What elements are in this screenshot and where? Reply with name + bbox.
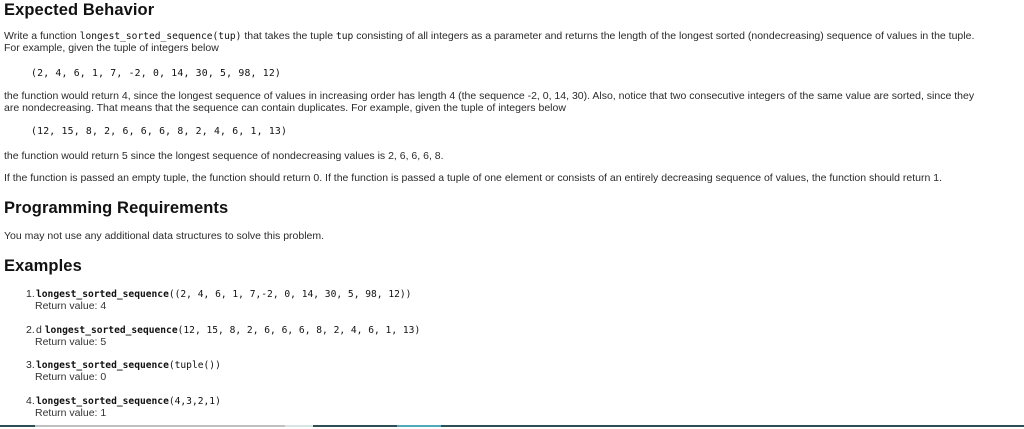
bottom-divider bbox=[0, 425, 1024, 427]
explanation-line2: are nondecreasing. That means that the sequence can contain duplicates. For example, given the tuple of integers below bbox=[4, 101, 566, 114]
return-value: Return value: 5 bbox=[35, 336, 107, 348]
code-example-1: (2, 4, 6, 1, 7, -2, 0, 14, 30, 5, 98, 12) bbox=[31, 68, 282, 79]
example-number: 1. bbox=[26, 288, 35, 300]
function-args: ((2, 4, 6, 1, 7,-2, 0, 14, 30, 5, 98, 12)) bbox=[168, 289, 412, 300]
example-call bbox=[36, 324, 420, 336]
heading-programming-requirements: Programming Requirements bbox=[4, 199, 229, 217]
function-name: longest_sorted_sequence bbox=[36, 360, 169, 371]
intro-text: Write a function bbox=[4, 30, 80, 42]
intro-text-mid: that takes the tuple bbox=[241, 30, 336, 42]
divider-segment bbox=[285, 425, 313, 427]
intro-text-post: consisting of all integers as a parameter and returns the length of the longest sorted (nondecreasing) sequence of values in the tuple. bbox=[353, 30, 975, 42]
explanation-line1: the function would return 4, since the longest sequence of values in increasing order has length 4 (the sequence -2, 0, 14, 30). Also, notice that two consecutive integers of the same value are sorted, since they bbox=[4, 90, 975, 102]
intro-paragraph bbox=[4, 31, 1004, 54]
function-signature: longest_sorted_sequence(tup) bbox=[79, 31, 242, 42]
code-example-2: (12, 15, 8, 2, 6, 6, 6, 8, 2, 4, 6, 1, 13) bbox=[31, 126, 288, 137]
divider-segment bbox=[441, 425, 1024, 427]
return-value: Return value: 4 bbox=[35, 300, 107, 312]
divider-segment bbox=[35, 425, 285, 427]
example-number: 3. bbox=[26, 359, 35, 371]
example-call bbox=[36, 288, 411, 300]
requirements-text: You may not use any additional data structures to solve this problem. bbox=[4, 230, 325, 242]
function-name: longest_sorted_sequence bbox=[44, 325, 178, 336]
function-name: longest_sorted_sequence bbox=[36, 396, 169, 407]
intro-text-line2: For example, given the tuple of integers below bbox=[4, 41, 219, 54]
example-prefix: d bbox=[36, 324, 45, 336]
divider-segment bbox=[313, 425, 397, 427]
divider-segment bbox=[0, 425, 35, 427]
divider-segment bbox=[397, 425, 441, 427]
param-name: tup bbox=[335, 31, 354, 42]
example-call bbox=[36, 359, 221, 371]
return-value: Return value: 1 bbox=[35, 407, 107, 419]
explanation-paragraph bbox=[4, 91, 1004, 114]
function-args: (12, 15, 8, 2, 6, 6, 6, 8, 2, 4, 6, 1, 13) bbox=[177, 325, 421, 336]
example-number: 2. bbox=[26, 324, 35, 336]
return-value: Return value: 0 bbox=[35, 371, 107, 383]
result-paragraph: the function would return 5 since the longest sequence of nondecreasing values is 2, 6, 6, 6, 8. bbox=[4, 150, 444, 162]
example-call bbox=[36, 395, 221, 407]
function-args: (tuple()) bbox=[168, 360, 221, 371]
function-name: longest_sorted_sequence bbox=[36, 289, 169, 300]
function-args: (4,3,2,1) bbox=[168, 396, 221, 407]
edge-case-paragraph: If the function is passed an empty tuple, the function should return 0. If the function is passed a tuple of one element or consists of an entirely decreasing sequence of values, the function should return 1. bbox=[4, 172, 942, 184]
heading-expected-behavior: Expected Behavior bbox=[4, 1, 155, 19]
heading-examples: Examples bbox=[4, 257, 82, 275]
example-number: 4. bbox=[26, 395, 35, 407]
